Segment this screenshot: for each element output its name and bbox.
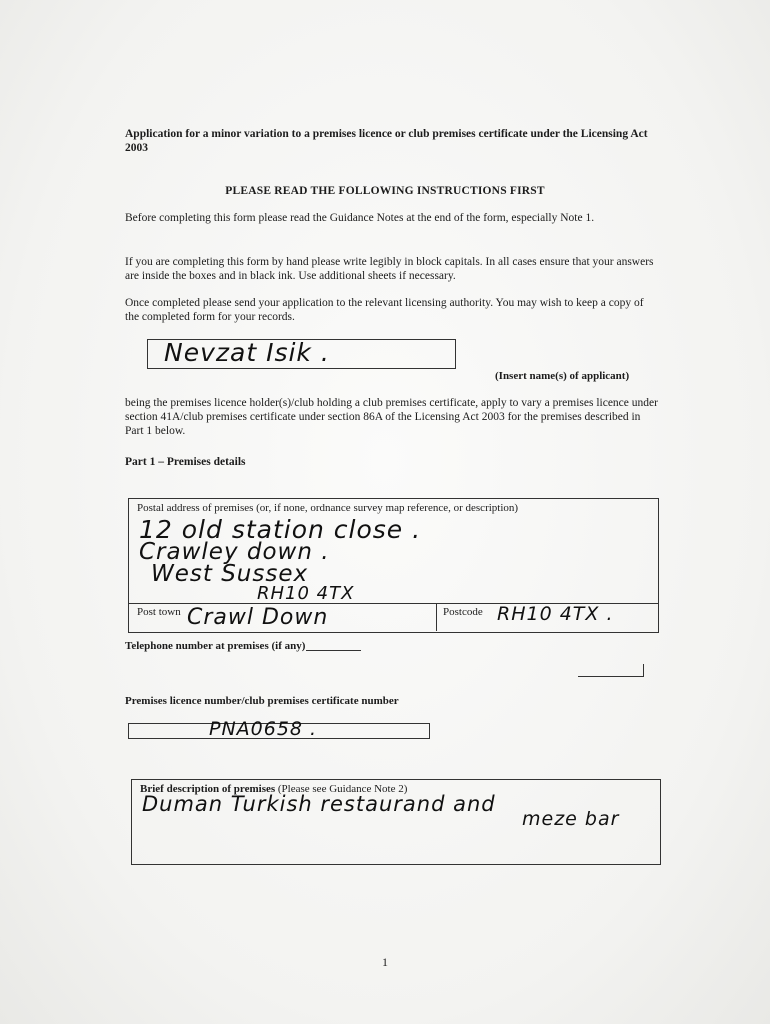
postcode-label: Postcode [443, 606, 483, 618]
applicant-name-label: (Insert name(s) of applicant) [495, 370, 630, 382]
address-line-4: RH10 4TX [257, 583, 355, 604]
licence-number-label: Premises licence number/club premises certificate number [125, 695, 399, 707]
telephone-underline [306, 650, 361, 651]
instruction-paragraph-3: Once completed please send your application to the relevant licensing authority. You may wish to keep a copy of the completed form for your records. [125, 297, 644, 323]
address-line-3: West Sussex [151, 561, 309, 587]
licence-number-field[interactable] [128, 718, 430, 740]
postcode-value: RH10 4TX . [497, 603, 614, 625]
instructions-heading: PLEASE READ THE FOLLOWING INSTRUCTIONS FIRST [225, 185, 545, 197]
form-title: Application for a minor variation to a premises licence or club premises certificate under the Licensing Act 2003 [125, 128, 648, 154]
post-town-value: Crawl Down [187, 605, 329, 630]
post-town-label: Post town [137, 606, 181, 618]
description-box[interactable] [131, 779, 661, 865]
applicant-name-field[interactable] [147, 339, 456, 369]
description-label-rest: (Please see Guidance Note 2) [275, 783, 408, 795]
page-number: 1 [382, 955, 388, 969]
postal-address-label: Postal address of premises (or, if none, ordnance survey map reference, or description) [137, 502, 519, 514]
instruction-paragraph-1: Before completing this form please read the Guidance Notes at the end of the form, especially Note 1. [125, 212, 595, 224]
licence-number-value: PNA0658 . [209, 718, 318, 740]
part1-heading: Part 1 – Premises details [125, 456, 246, 468]
instruction-paragraph-2: If you are completing this form by hand please write legibly in block capitals. In all cases ensure that your answers are inside the boxes and in black ink. Use additional sheets if necessary. [125, 256, 654, 282]
description-label-bold: Brief description of premises [140, 783, 276, 795]
address-line-1: 12 old station close . [139, 515, 422, 544]
telephone-field-edge [643, 664, 644, 677]
telephone-field-line[interactable] [578, 676, 643, 677]
postal-address-box[interactable] [128, 498, 659, 633]
applicant-name-value: Nevzat Isik . [164, 338, 330, 367]
address-line-2: Crawley down . [139, 539, 330, 565]
telephone-label: Telephone number at premises (if any) [125, 640, 306, 652]
postcode-divider [436, 603, 437, 631]
description-line-1: Duman Turkish restaurand and [142, 792, 496, 816]
description-line-2: meze bar [522, 808, 620, 830]
declaration-paragraph: being the premises licence holder(s)/club holding a club premises certificate, apply to vary a premises licence under section 41A/club premises certificate under section 86A of the Licensing Act 2003 for the premises described in Part 1 below. [125, 397, 658, 437]
